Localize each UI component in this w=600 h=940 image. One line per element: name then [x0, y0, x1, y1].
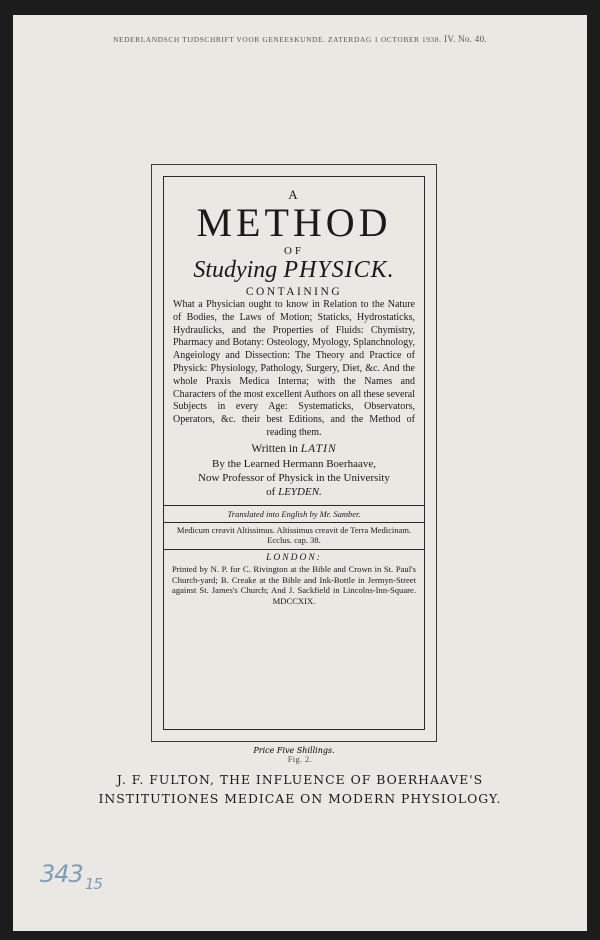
contents-description: What a Physician ought to know in Relation to the Nature of Bodies, the Laws of Motion; Staticks, Hydrostaticks, Hydraulicks, and the Properties of Fluids: Chymistry, Pharmacy and Botany: Osteology, Myology, Splanchnology, Angeiology and Dissection: The Theory and Practice of Physick: Physiology, Pathology, Surgery, Diet, &c. And the whole Praxis Medica Interna; with the Names and Characters of the most excellent Authors on all these several Subjects in every Age: Systematicks, Observators, Operators, &c. their best Editions, and the Method of reading them.: [173, 299, 415, 438]
author-city: LEYDEN.: [278, 485, 322, 498]
subtitle-italic: Studying: [193, 257, 278, 283]
motto: Medicum creavit Altissimus. Altissimus creavit de Terra Medicinam. Ecclus. cap. 38.: [164, 522, 424, 549]
title-page-frame: [163, 176, 425, 730]
subtitle-caps: PHYSICK.: [283, 257, 395, 283]
pencil-number: 343: [40, 860, 83, 888]
title-of: OF: [283, 245, 305, 257]
author-line-1: By the Learned Hermann Boerhaave,: [211, 457, 376, 470]
caption-line-1: J. F. FULTON, THE INFLUENCE OF BOERHAAVE'S: [116, 772, 484, 787]
figure-label: Fig. 2.: [287, 755, 313, 764]
price-line: Price Five Shillings.: [253, 746, 335, 755]
written-in-language: LATIN: [300, 442, 337, 455]
containing-heading: CONTAINING: [245, 286, 343, 298]
author-block: [172, 457, 416, 499]
author-line-3: [172, 485, 416, 499]
running-head: [13, 34, 587, 44]
author-of: of: [266, 485, 276, 498]
title-main: METHOD: [196, 200, 392, 245]
title-page-plate: [151, 164, 437, 755]
imprint-divider: [164, 549, 424, 550]
running-head-text: NEDERLANDSCH TIJDSCHRIFT VOOR GENEESKUNDE. ZATERDAG 1 OCTOBER 1938.: [113, 35, 442, 44]
imprint-city: LONDON:: [266, 552, 322, 563]
caption-line-2: INSTITUTIONES MEDICAE ON MODERN PHYSIOLOGY.: [98, 791, 502, 806]
pencil-annotation: [40, 860, 102, 893]
title-subtitle: [172, 257, 416, 283]
pencil-sub: 15: [84, 875, 102, 893]
written-in-label: Written in: [251, 442, 298, 455]
imprint: Printed by N. P. for C. Rivington at the Bible and Crown in St. Paul's Church-yard; B. Creake at the Bible and Ink-Bottle in Jermyn-Street against St. James's Church; And J. Sackfield in Lincolns-Inn-Square. MDCCXIX.: [172, 563, 416, 607]
translator-line: Translated into English by Mr. Samber.: [164, 505, 424, 522]
title-article: A: [288, 187, 300, 202]
written-in-line: [172, 443, 416, 455]
document-page: [13, 15, 587, 931]
figure-caption: [13, 770, 587, 808]
running-head-volume: IV. No. 40.: [444, 34, 487, 44]
author-line-2: Now Professor of Physick in the University: [198, 471, 390, 484]
